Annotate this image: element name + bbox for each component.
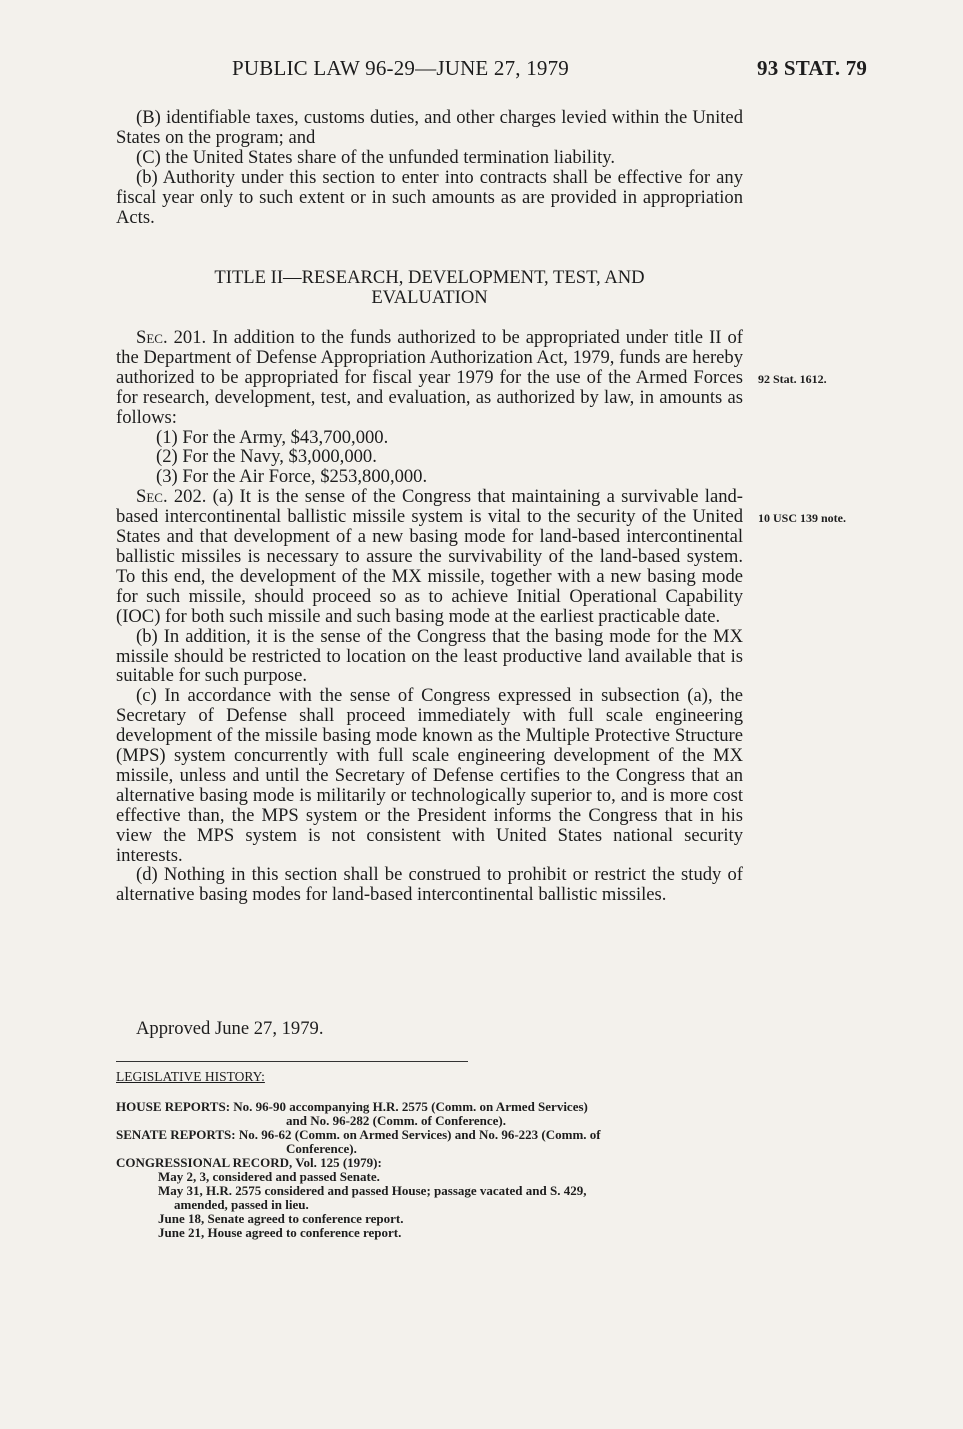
- page-header-title: PUBLIC LAW 96-29—JUNE 27, 1979: [232, 56, 570, 80]
- record-entry-3: June 18, Senate agreed to conference report.: [158, 1211, 404, 1226]
- list-item-army: (1) For the Army, $43,700,000.: [156, 426, 389, 448]
- list-item-air-force: (3) For the Air Force, $253,800,000.: [156, 466, 428, 488]
- sec-201-text: [116, 328, 743, 428]
- sec-202-c: (c) In accordance with the sense of Congress expressed in subsection (a), the Secretary of Defense shall proceed immediately with full scale engineering development of the missile basing mode known as the Multiple Protective Structure (MPS) system concurrently with full scale engineering development of the MX missile, unless and until the Secretary of Defense certifies to the Congress that an alternative basing mode is militarily or technologically superior to, and is more cost effective than, the MPS system or the President informs the Congress that in his view the MPS system is not consistent with United States national security interests.: [116, 685, 743, 866]
- list-item-navy: (2) For the Navy, $3,000,000.: [156, 446, 377, 468]
- page-number: 93 STAT. 79: [757, 56, 868, 80]
- document-body: [116, 108, 743, 227]
- sec-202-b: (b) In addition, it is the sense of the Congress that the basing mode for the MX missile should be restricted to location on the least productive land available that is suitable for such purpose.: [116, 625, 743, 687]
- congressional-record-line: CONGRESSIONAL RECORD, Vol. 125 (1979):: [116, 1155, 382, 1170]
- approval-line: [116, 1019, 743, 1039]
- margin-note-stat: 92 Stat. 1612.: [758, 372, 827, 386]
- sec-202-label: Sec: [136, 486, 163, 508]
- paragraph-b-upper: (B) identifiable taxes, customs duties, and other charges levied within the United States on the program; and: [116, 107, 743, 148]
- paragraph-c-upper: (C) the United States share of the unfunded termination liability.: [136, 146, 616, 168]
- approved-date: Approved June 27, 1979.: [136, 1018, 324, 1039]
- senate-reports-line-2: Conference).: [286, 1141, 357, 1156]
- legislative-history-label: LEGISLATIVE HISTORY:: [116, 1069, 265, 1084]
- legislative-history: [116, 1070, 746, 1240]
- title-line-2: EVALUATION: [371, 287, 488, 308]
- section-201: [116, 328, 743, 905]
- record-entry-2b: amended, passed in lieu.: [174, 1197, 309, 1212]
- title-heading: [116, 268, 743, 308]
- sec-202-a: [116, 487, 743, 626]
- margin-note-usc: 10 USC 139 note.: [758, 511, 847, 525]
- sec-201-body: . 201. In addition to the funds authorized to be appropriated under title II of the Department of Defense Appropriation Authorization Act, 1979, funds are hereby authorized to be appropriated for fiscal year 1979 for the use of the Armed Forces for research, development, test, and evaluation, as authorized by law, in amounts as follows:: [116, 327, 743, 428]
- house-reports-line-1: HOUSE REPORTS: No. 96-90 accompanying H.R. 2575 (Comm. on Armed Services): [116, 1099, 588, 1114]
- paragraph-b-lower: (b) Authority under this section to enter into contracts shall be effective for any fiscal year only to such extent or in such amounts as are provided in appropriation Acts.: [116, 166, 743, 228]
- sec-202-d: (d) Nothing in this section shall be construed to prohibit or restrict the study of alternative basing modes for land-based intercontinental ballistic missiles.: [116, 864, 743, 906]
- senate-reports-line-1: SENATE REPORTS: No. 96-62 (Comm. on Armed Services) and No. 96-223 (Comm. of: [116, 1127, 601, 1142]
- title-line-1: TITLE II—RESEARCH, DEVELOPMENT, TEST, AND: [214, 267, 645, 288]
- record-entry-4: June 21, House agreed to conference report.: [158, 1225, 402, 1240]
- sec-202-body: . 202. (a) It is the sense of the Congress that maintaining a survivable land-based intercontinental ballistic missile system is vital to the security of the United States and that development of a new basing mode for land-based intercontinental ballistic missiles is necessary to assure the survivability of the land-based system. To this end, the development of the MX missile, together with a new basing mode for such missile, should proceed so as to achieve Initial Operational Capability (IOC) for both such missile and such basing mode at the earliest practicable date.: [116, 486, 743, 627]
- house-reports-line-2: and No. 96-282 (Comm. of Conference).: [286, 1113, 507, 1128]
- sec-201-label: Sec: [136, 327, 163, 348]
- record-entry-1: May 2, 3, considered and passed Senate.: [158, 1169, 380, 1184]
- history-divider: [116, 1061, 468, 1062]
- record-entry-2a: May 31, H.R. 2575 considered and passed House; passage vacated and S. 429,: [158, 1183, 587, 1198]
